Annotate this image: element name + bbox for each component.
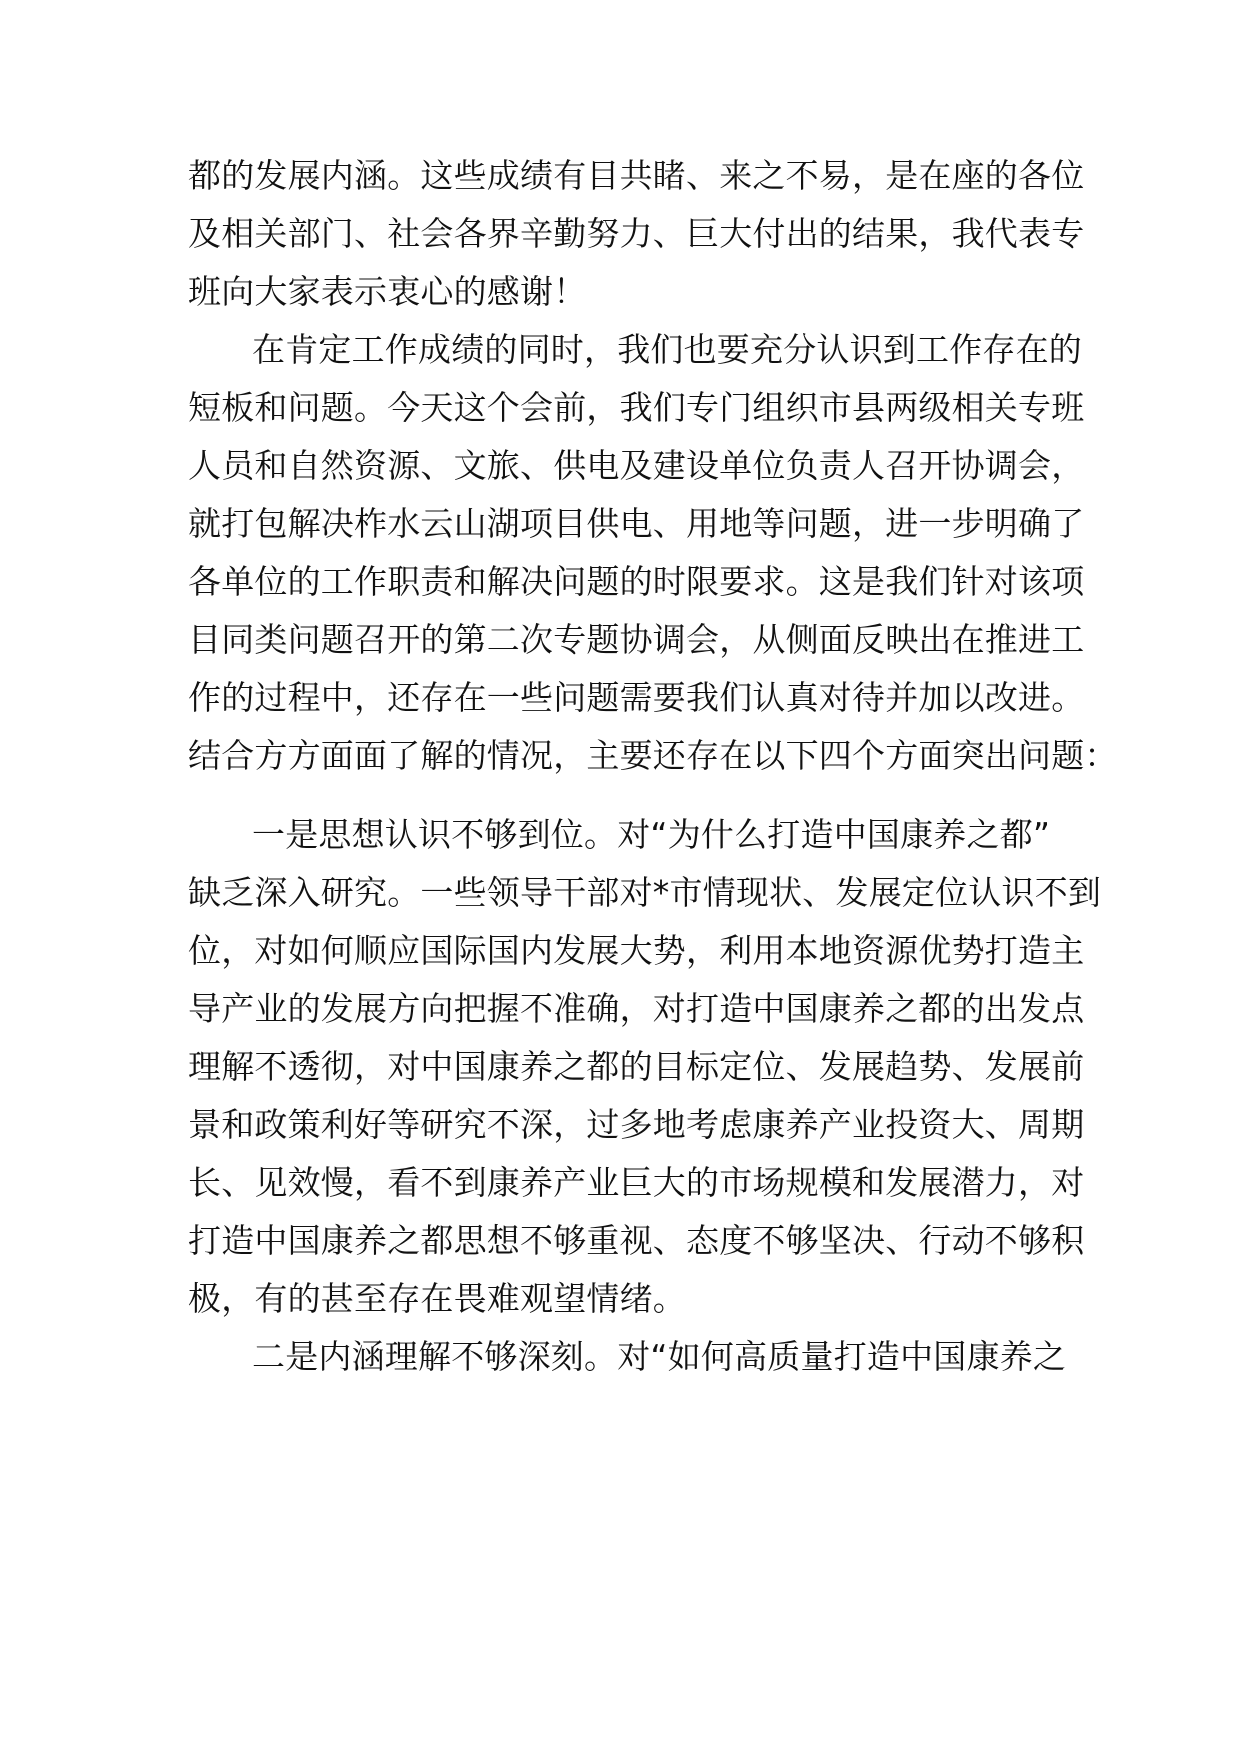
body-text-line: 长、见效慢，看不到康养产业巨大的市场规模和发展潜力，对 — [188, 1163, 1085, 1202]
paragraph-first-line: 二是内涵理解不够深刻。对“如何高质量打造中国康养之 — [252, 1337, 1067, 1376]
body-text-line: 班向大家表示衷心的感谢！ — [188, 272, 587, 311]
body-text-line: 都的发展内涵。这些成绩有目共睹、来之不易，是在座的各位 — [188, 156, 1085, 195]
body-text-line: 位，对如何顺应国际国内发展大势，利用本地资源优势打造主 — [188, 931, 1085, 970]
body-text-line: 就打包解决柞水云山湖项目供电、用地等问题，进一步明确了 — [188, 504, 1085, 543]
body-text-line: 极，有的甚至存在畏难观望情绪。 — [188, 1279, 686, 1318]
body-text-line: 景和政策利好等研究不深，过多地考虑康养产业投资大、周期 — [188, 1105, 1085, 1144]
paragraph-first-line: 在肯定工作成绩的同时，我们也要充分认识到工作存在的 — [252, 330, 1082, 369]
body-text-line: 作的过程中，还存在一些问题需要我们认真对待并加以改进。 — [188, 678, 1085, 717]
body-text-line: 人员和自然资源、文旅、供电及建设单位负责人召开协调会， — [188, 446, 1085, 485]
body-text-line: 目同类问题召开的第二次专题协调会，从侧面反映出在推进工 — [188, 620, 1085, 659]
body-text-line: 理解不透彻，对中国康养之都的目标定位、发展趋势、发展前 — [188, 1047, 1085, 1086]
body-text-line: 缺乏深入研究。一些领导干部对*市情现状、发展定位认识不到 — [188, 873, 1102, 912]
body-text-line: 导产业的发展方向把握不准确，对打造中国康养之都的出发点 — [188, 989, 1085, 1028]
body-text-line: 及相关部门、社会各界辛勤努力、巨大付出的结果，我代表专 — [188, 214, 1085, 253]
body-text-line: 结合方方面面了解的情况，主要还存在以下四个方面突出问题： — [188, 736, 1118, 775]
paragraph-first-line: 一是思想认识不够到位。对“为什么打造中国康养之都” — [252, 815, 1051, 854]
body-text-line: 各单位的工作职责和解决问题的时限要求。这是我们针对该项 — [188, 562, 1085, 601]
body-text-line: 短板和问题。今天这个会前，我们专门组织市县两级相关专班 — [188, 388, 1085, 427]
body-text-line: 打造中国康养之都思想不够重视、态度不够坚决、行动不够积 — [188, 1221, 1085, 1260]
